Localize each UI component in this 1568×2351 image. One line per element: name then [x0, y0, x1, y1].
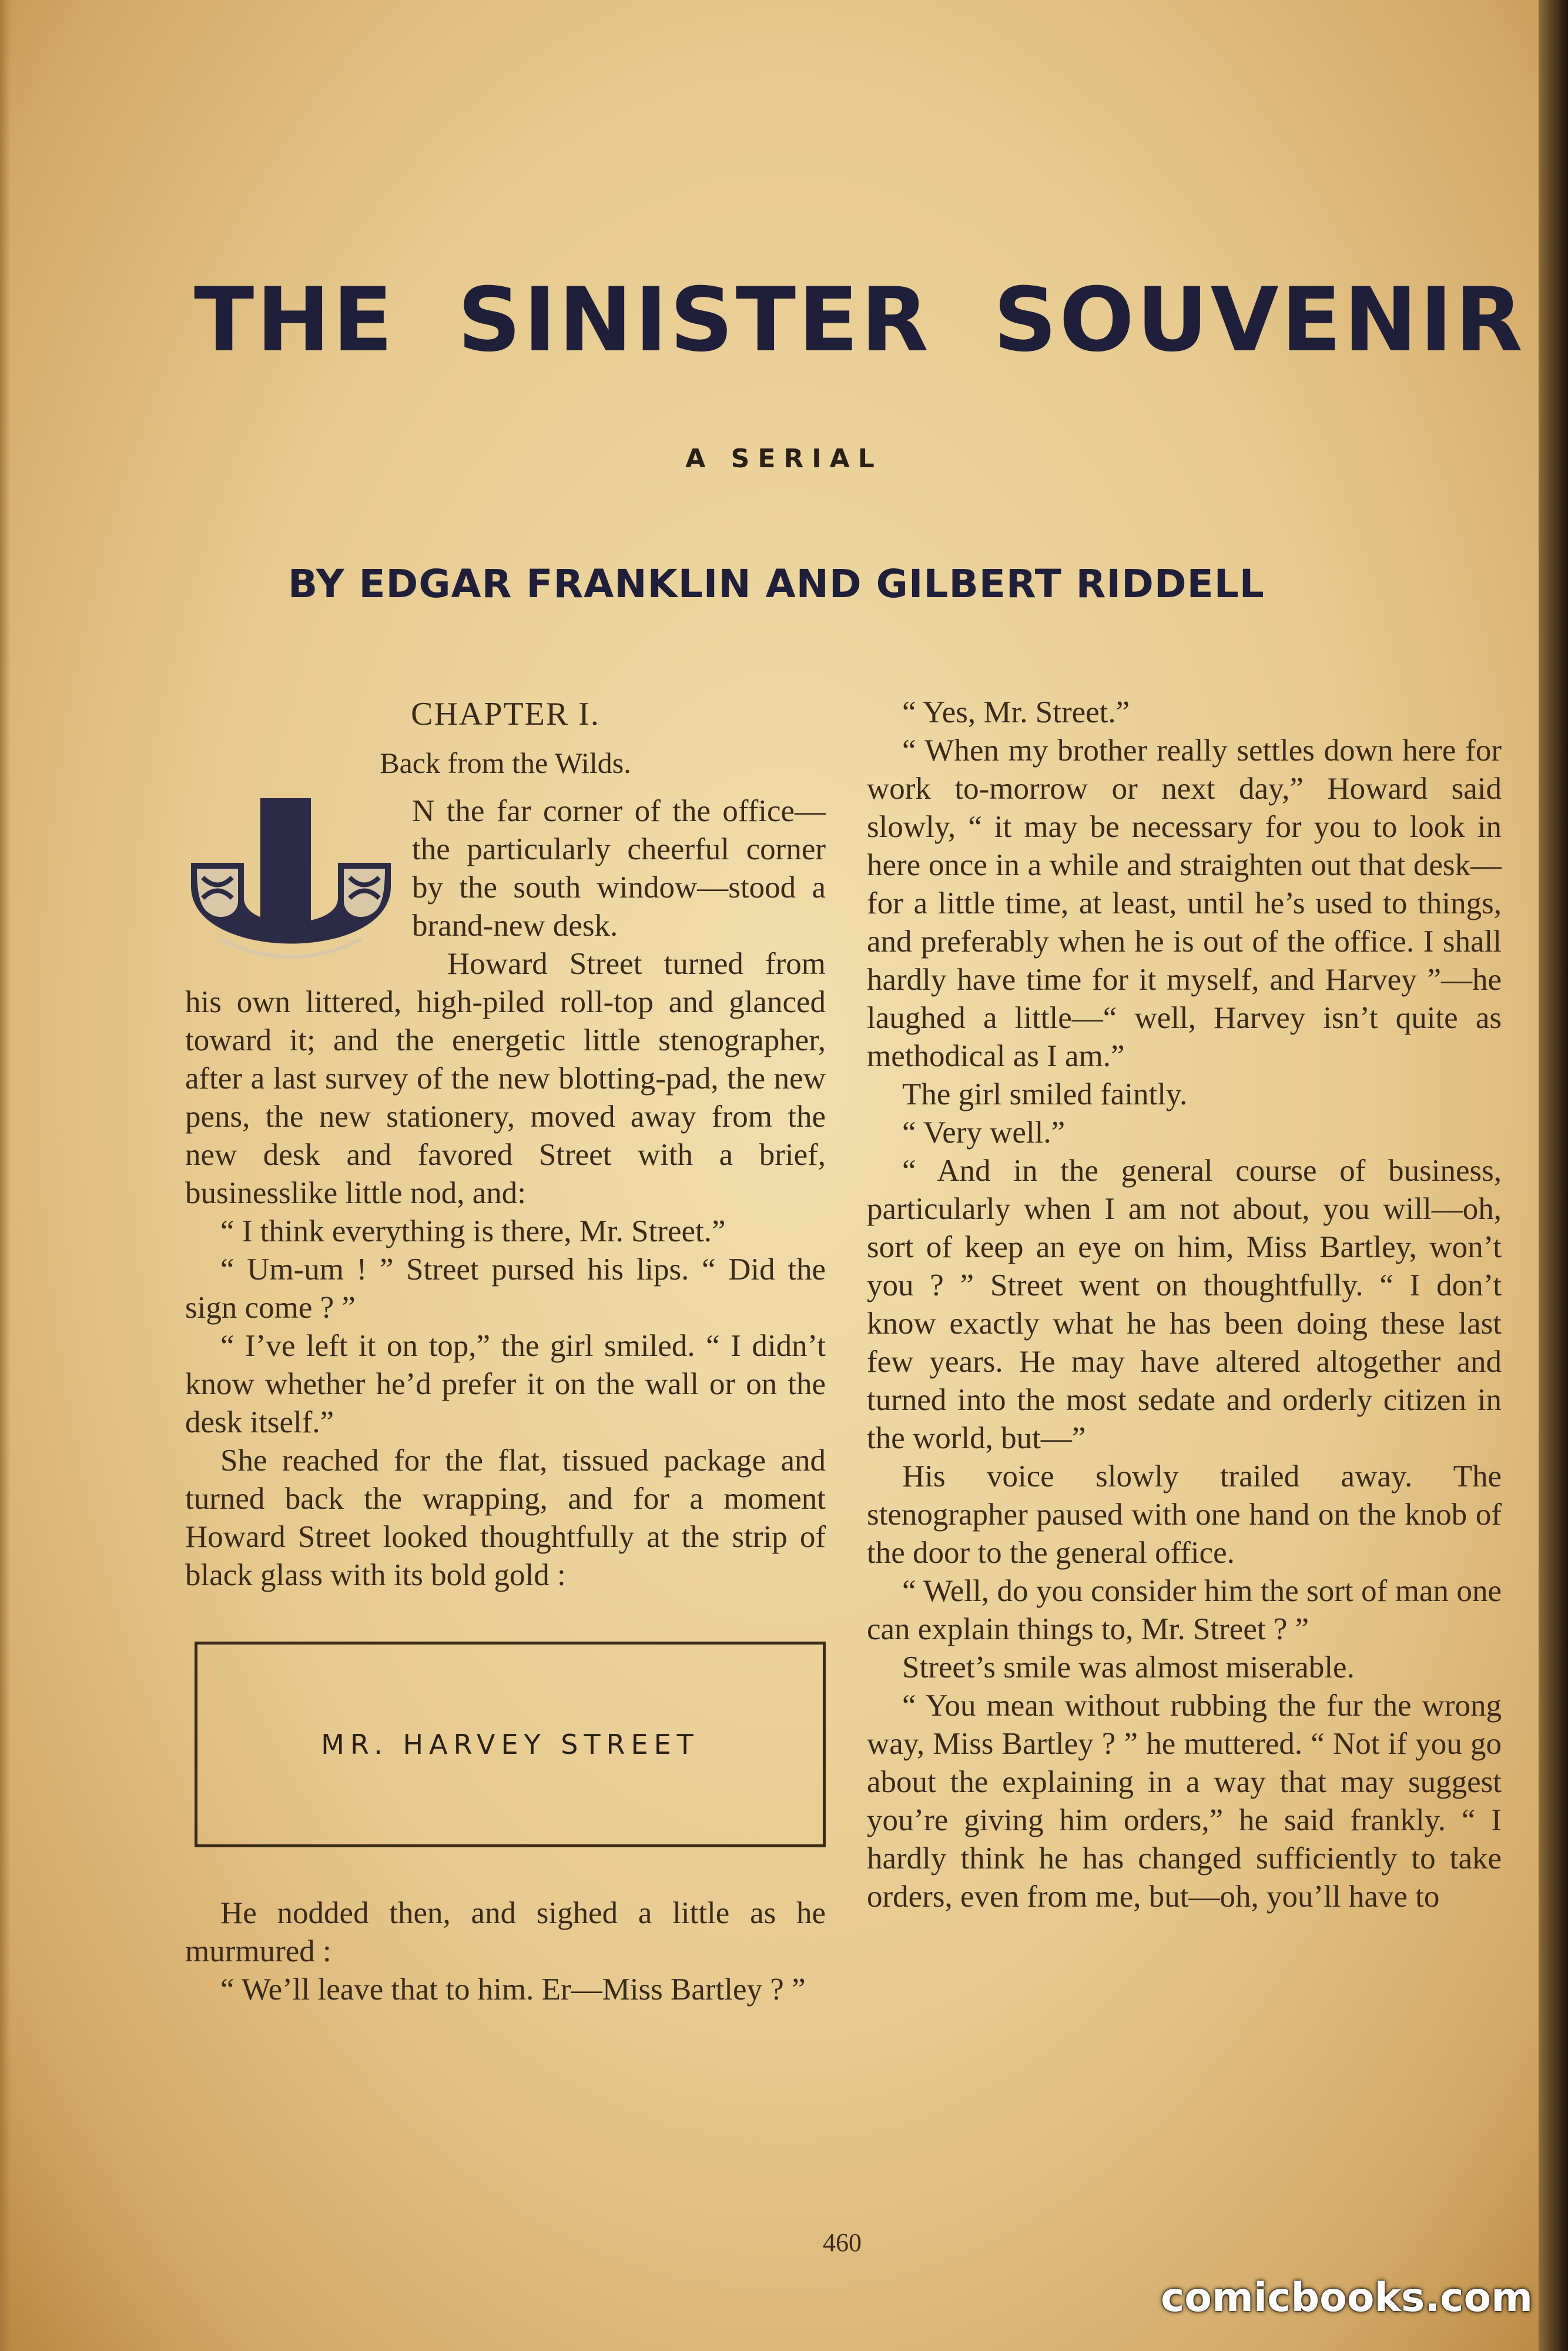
paragraph: “ Well, do you consider him the sort of man one can explain things to, Mr. Street ? ” [867, 1574, 1502, 1646]
paragraph: “ I’ve left it on top,” the girl smiled. “ I didn’t know whether he’d prefer it on the wall or on the desk itself.” [185, 1329, 826, 1439]
paragraph: “ You mean without rubbing the fur the wrong way, Miss Bartley ? ” he muttered. “ Not if you go about the explaining in a way that may suggest you’re giving him orders,” he said frankly. “ I hardly think he has changed sufficiently to take orders, even from me, but—oh, you’ll have to [867, 1689, 1502, 1914]
paragraph: “ Um-um ! ” Street pursed his lips. “ Did the sign come ? ” [185, 1252, 826, 1325]
paragraph: “ And in the general course of business, particularly when I am not about, you will—oh, sort of keep an eye on him, Miss Bartley, won’t you ? ” Street went on thoughtfully. “ I don’t know exactly what he has been doing these last few years. He may have altered altogether and turned into the most sedate and orderly citizen in the world, but—” [867, 1154, 1502, 1455]
paragraph: His voice slowly trailed away. The stenographer paused with one hand on the knob of the door to the general office. [867, 1459, 1502, 1570]
byline: BY EDGAR FRANKLIN AND GILBERT RIDDELL [288, 561, 1265, 607]
paragraph: “ When my brother really settles down here for work to-morrow or next day,” Howard said slowly, “ it may be necessary for you to look in here once in a while and straighten out that desk—for a little time, at least, until he’s used to things, and preferably when he is out of the office. I shall hardly have time for it myself, and Harvey ”—he laughed a little—“ well, Harvey isn’t quite as methodical as I am.” [867, 734, 1502, 1073]
paragraph: Street’s smile was almost miserable. [902, 1650, 1355, 1684]
left-column [185, 694, 826, 2009]
sign-text: MR. HARVEY STREET [321, 1728, 699, 1760]
paragraph-opening: N the far corner of the office—the particularly cheerful corner by the south window—stood a brand-new desk. [412, 794, 826, 943]
page-number: 460 [823, 2228, 862, 2257]
story-subtitle: A SERIAL [685, 444, 883, 474]
page-edge-right [1539, 0, 1568, 2351]
watermark: comicbooks.com [1161, 2275, 1533, 2321]
paragraph: “ We’ll leave that to him. Er—Miss Bartley ? ” [220, 1972, 806, 2007]
right-column [867, 694, 1502, 1916]
page-edge-left [0, 0, 11, 2351]
paragraph: “ Very well.” [902, 1116, 1066, 1150]
drop-cap-svg [185, 798, 397, 974]
paragraph: She reached for the flat, tissued package and turned back the wrapping, and for a moment Howard Street looked thoughtfully at the strip of black glass with its bold gold : [185, 1444, 826, 1592]
chapter-heading: CHAPTER I. [411, 696, 600, 732]
drop-cap-ornament [185, 798, 397, 974]
paragraph: The girl smiled faintly. [902, 1077, 1188, 1111]
chapter-subtitle: Back from the Wilds. [380, 746, 631, 779]
story-title: THE SINISTER SOUVENIR [194, 269, 1526, 371]
sign-box [195, 1642, 826, 1847]
paragraph: “ I think everything is there, Mr. Street.” [220, 1214, 726, 1248]
paragraph: He nodded then, and sighed a little as he murmured : [185, 1896, 826, 1968]
paragraph: Howard Street turned from his own littered, high-piled roll-top and glanced toward it; and the energetic little stenographer, after a last survey of the new blotting-pad, the new pens, the new stationery, moved away from the new desk and favored Street with a brief, businesslike little nod, and: [185, 947, 826, 1210]
paragraph: “ Yes, Mr. Street.” [902, 695, 1130, 729]
